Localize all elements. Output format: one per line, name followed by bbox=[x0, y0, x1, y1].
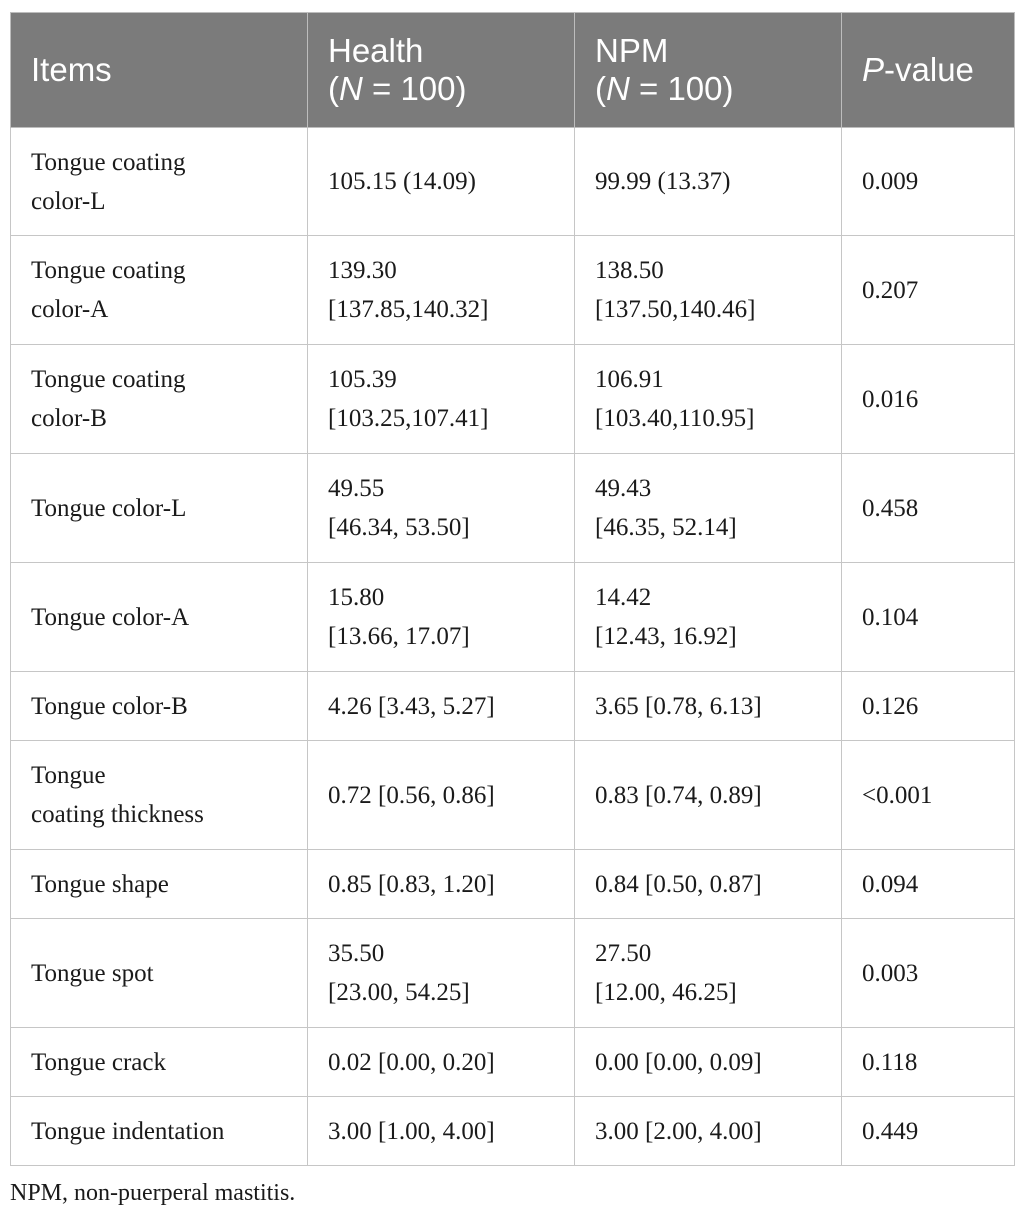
cell-pvalue: 0.094 bbox=[842, 850, 1015, 919]
cell-item bbox=[11, 563, 308, 672]
table-row bbox=[11, 236, 1015, 345]
header-npm-n: (N = 100) bbox=[595, 70, 734, 107]
cell-health-line: [103.25,107.41] bbox=[328, 405, 489, 432]
cell-pvalue: 0.016 bbox=[842, 345, 1015, 454]
cell-health-line: 105.15 (14.09) bbox=[328, 168, 476, 195]
cell-npm-line: [46.35, 52.14] bbox=[595, 514, 737, 541]
cell-health bbox=[308, 850, 575, 919]
cell-npm-line: 0.00 [0.00, 0.09] bbox=[595, 1048, 762, 1076]
cell-item bbox=[11, 454, 308, 563]
cell-npm bbox=[575, 672, 842, 741]
cell-npm bbox=[575, 1097, 842, 1166]
cell-npm-line: [137.50,140.46] bbox=[595, 296, 756, 323]
cell-npm-line: [103.40,110.95] bbox=[595, 405, 755, 432]
table-row bbox=[11, 850, 1015, 919]
cell-health-line: [23.00, 54.25] bbox=[328, 979, 470, 1006]
cell-health bbox=[308, 741, 575, 850]
cell-item-line: Tongue coating bbox=[31, 148, 186, 176]
cell-npm-line: 0.84 [0.50, 0.87] bbox=[595, 870, 762, 898]
cell-npm bbox=[575, 741, 842, 850]
cell-item-line: Tongue bbox=[31, 762, 106, 789]
data-table-container bbox=[10, 12, 1014, 1166]
cell-health bbox=[308, 236, 575, 345]
cell-npm-line: 3.00 [2.00, 4.00] bbox=[595, 1117, 762, 1145]
cell-npm bbox=[575, 1028, 842, 1097]
cell-health bbox=[308, 1097, 575, 1166]
header-health-label: Health bbox=[328, 32, 424, 69]
cell-npm bbox=[575, 563, 842, 672]
header-npm-label: NPM bbox=[595, 32, 669, 69]
cell-item bbox=[11, 919, 308, 1028]
cell-health bbox=[308, 563, 575, 672]
cell-pvalue: 0.449 bbox=[842, 1097, 1015, 1166]
cell-item bbox=[11, 741, 308, 850]
cell-item bbox=[11, 345, 308, 454]
cell-npm-line: 14.42 bbox=[595, 584, 652, 611]
cell-pvalue: 0.458 bbox=[842, 454, 1015, 563]
cell-health-line: 105.39 bbox=[328, 366, 397, 393]
cell-pvalue: 0.118 bbox=[842, 1028, 1015, 1097]
cell-npm-line: 0.83 [0.74, 0.89] bbox=[595, 781, 762, 809]
cell-health-line: 49.55 bbox=[328, 475, 385, 502]
table-footnote: NPM, non-puerperal mastitis. bbox=[10, 1180, 296, 1206]
cell-health bbox=[308, 345, 575, 454]
cell-item bbox=[11, 1028, 308, 1097]
cell-item-line: Tongue indentation bbox=[31, 1117, 225, 1145]
table-row bbox=[11, 345, 1015, 454]
table-row bbox=[11, 919, 1015, 1028]
cell-health bbox=[308, 454, 575, 563]
cell-item bbox=[11, 128, 308, 236]
cell-health-line: 35.50 bbox=[328, 940, 385, 967]
cell-health bbox=[308, 672, 575, 741]
cell-item-line: coating thickness bbox=[31, 801, 204, 828]
cell-item-line: Tongue coating bbox=[31, 257, 186, 284]
cell-item-line: Tongue color-L bbox=[31, 494, 187, 522]
cell-health-line: 4.26 [3.43, 5.27] bbox=[328, 692, 495, 720]
cell-health bbox=[308, 919, 575, 1028]
table-row bbox=[11, 1028, 1015, 1097]
cell-pvalue: 0.009 bbox=[842, 128, 1015, 236]
cell-item-line: color-A bbox=[31, 296, 109, 323]
table-row bbox=[11, 454, 1015, 563]
cell-item-line: color-B bbox=[31, 405, 107, 432]
data-table bbox=[10, 12, 1015, 1166]
cell-health-line: 0.72 [0.56, 0.86] bbox=[328, 781, 495, 809]
cell-pvalue: 0.003 bbox=[842, 919, 1015, 1028]
cell-npm bbox=[575, 454, 842, 563]
cell-item-line: Tongue spot bbox=[31, 959, 154, 987]
cell-health-line: [13.66, 17.07] bbox=[328, 623, 470, 650]
cell-npm-line: [12.00, 46.25] bbox=[595, 979, 737, 1006]
cell-pvalue: <0.001 bbox=[842, 741, 1015, 850]
cell-npm-line: 138.50 bbox=[595, 257, 664, 284]
table-header bbox=[11, 13, 1015, 128]
cell-npm bbox=[575, 128, 842, 236]
cell-npm-line: 49.43 bbox=[595, 475, 652, 502]
cell-npm-line: 99.99 (13.37) bbox=[595, 168, 731, 195]
cell-item-line: color-L bbox=[31, 187, 106, 215]
cell-pvalue: 0.126 bbox=[842, 672, 1015, 741]
cell-health-line: 0.85 [0.83, 1.20] bbox=[328, 870, 495, 898]
header-health bbox=[308, 13, 575, 128]
cell-item-line: Tongue crack bbox=[31, 1048, 166, 1076]
cell-health-line: 15.80 bbox=[328, 584, 385, 611]
table-row bbox=[11, 128, 1015, 236]
cell-npm bbox=[575, 919, 842, 1028]
cell-item bbox=[11, 850, 308, 919]
cell-item bbox=[11, 236, 308, 345]
cell-health bbox=[308, 128, 575, 236]
header-items: Items bbox=[11, 13, 308, 128]
header-row bbox=[11, 13, 1015, 128]
table-row bbox=[11, 1097, 1015, 1166]
cell-item-line: Tongue color-B bbox=[31, 692, 188, 720]
table-row bbox=[11, 741, 1015, 850]
cell-item-line: Tongue color-A bbox=[31, 603, 190, 631]
cell-item-line: Tongue shape bbox=[31, 870, 169, 898]
cell-pvalue: 0.207 bbox=[842, 236, 1015, 345]
cell-item bbox=[11, 672, 308, 741]
cell-npm-line: 27.50 bbox=[595, 940, 652, 967]
table-row bbox=[11, 563, 1015, 672]
cell-npm-line: [12.43, 16.92] bbox=[595, 623, 737, 650]
cell-npm bbox=[575, 850, 842, 919]
cell-item bbox=[11, 1097, 308, 1166]
cell-health-line: 139.30 bbox=[328, 257, 397, 284]
cell-health bbox=[308, 1028, 575, 1097]
header-npm bbox=[575, 13, 842, 128]
cell-health-line: [137.85,140.32] bbox=[328, 296, 489, 323]
cell-pvalue: 0.104 bbox=[842, 563, 1015, 672]
table-row bbox=[11, 672, 1015, 741]
cell-health-line: [46.34, 53.50] bbox=[328, 514, 470, 541]
header-pvalue: P-value bbox=[842, 13, 1015, 128]
cell-health-line: 3.00 [1.00, 4.00] bbox=[328, 1117, 495, 1145]
table-body bbox=[11, 128, 1015, 1166]
cell-npm bbox=[575, 236, 842, 345]
cell-health-line: 0.02 [0.00, 0.20] bbox=[328, 1048, 495, 1076]
cell-npm-line: 3.65 [0.78, 6.13] bbox=[595, 692, 762, 720]
cell-npm bbox=[575, 345, 842, 454]
cell-item-line: Tongue coating bbox=[31, 366, 186, 393]
header-health-n: (N = 100) bbox=[328, 70, 467, 107]
cell-npm-line: 106.91 bbox=[595, 366, 664, 393]
